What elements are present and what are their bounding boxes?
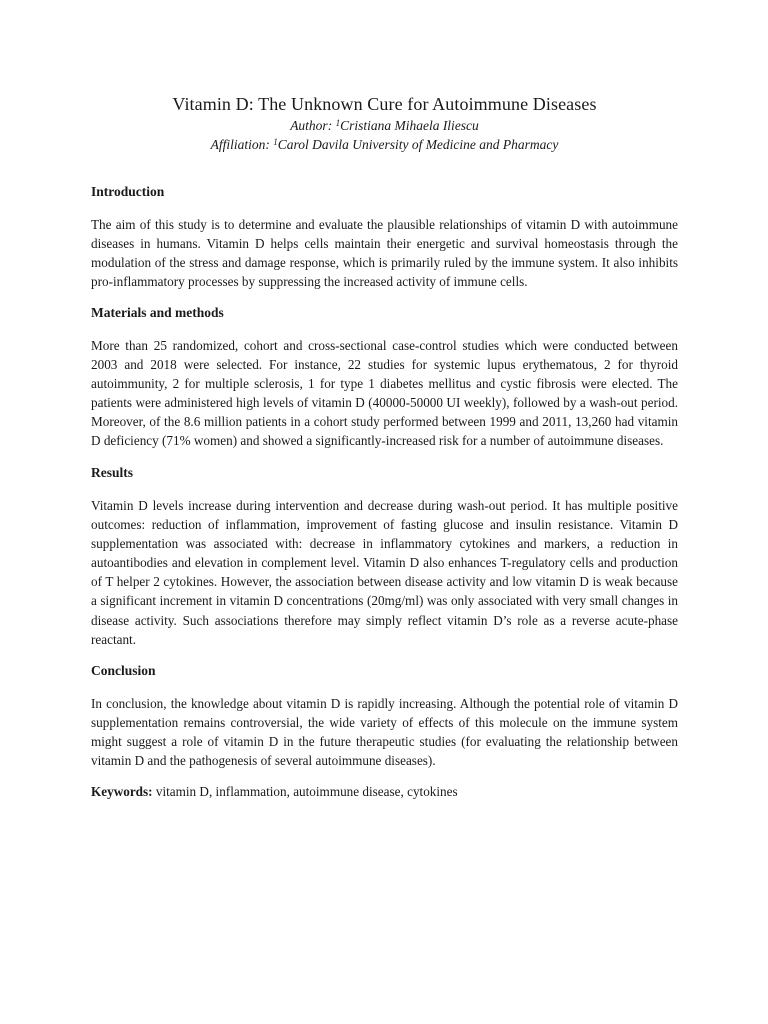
methods-heading: Materials and methods	[91, 304, 224, 320]
keywords-line	[91, 782, 678, 801]
author-line	[91, 116, 678, 135]
paper-title: Vitamin D: The Unknown Cure for Autoimmune Diseases	[172, 94, 597, 114]
author-superscript: 1	[335, 118, 341, 128]
keywords-label: Keywords:	[91, 784, 153, 800]
conclusion-heading: Conclusion	[91, 662, 156, 678]
affiliation-name: Carol Davila University of Medicine and Pharmacy	[277, 137, 559, 152]
document-page	[91, 92, 678, 801]
affiliation-line	[91, 135, 678, 154]
introduction-heading: Introduction	[91, 184, 165, 199]
conclusion-paragraph: In conclusion, the knowledge about vitamin D is rapidly increasing. Although the potential role of vitamin D supplementation remains controversial, the wide variety of effects of this molecule on the immune system might suggest a role of vitamin D in the future therapeutic studies (for evaluating the relationship between vitamin D and the pathogenesis of several autoimmune diseases).	[91, 695, 678, 769]
introduction-paragraph: The aim of this study is to determine and evaluate the plausible relationships of vitamin D with autoimmune diseases in humans. Vitamin D helps cells maintain their energetic and survival homeostasis through the modulation of the stress and damage response, which is primarily ruled by the immune system. It also inhibits pro-inflammatory processes by suppressing the increased activity of immune cells.	[91, 217, 678, 290]
author-label: Author:	[290, 118, 336, 133]
results-heading: Results	[91, 464, 134, 480]
methods-paragraph: More than 25 randomized, cohort and cross-sectional case-control studies which were conducted between 2003 and 2018 were selected. For instance, 22 studies for systemic lupus erythematous, 2 for thyroid autoimmunity, 2 for multiple sclerosis, 1 for type 1 diabetes mellitus and cystic fibrosis were elected. The patients were administered high levels of vitamin D (40000-50000 UI weekly), followed by a wash-out period. Moreover, of the 8.6 million patients in a cohort study performed between 1999 and 2011, 13,260 had vitamin D deficiency (71% women) and showed a significantly-increased risk for a number of autoimmune diseases.	[91, 337, 678, 449]
author-name: Cristiana Mihaela Iliescu	[340, 118, 479, 133]
affiliation-superscript: 1	[273, 137, 278, 147]
affiliation-label: Affiliation:	[210, 137, 274, 152]
results-paragraph: Vitamin D levels increase during intervention and decrease during wash-out period. It has multiple positive outcomes: reduction of inflammation, improvement of fasting glucose and insulin resistance. Vitamin D supplementation was associated with: decrease in inflammatory cytokines and markers, a reduction in autoantibodies and elevation in complement level. Vitamin D also enhances T-regulatory cells and production of T helper 2 cytokines. However, the association between disease activity and low vitamin D is weak because a significant increment in vitamin D concentrations (20mg/ml) was only associated with very small changes in disease activity. Such associations therefore may simply reflect vitamin D’s role as a reverse acute-phase reactant.	[91, 497, 678, 647]
keywords-value: vitamin D, inflammation, autoimmune disease, cytokines	[152, 784, 458, 800]
